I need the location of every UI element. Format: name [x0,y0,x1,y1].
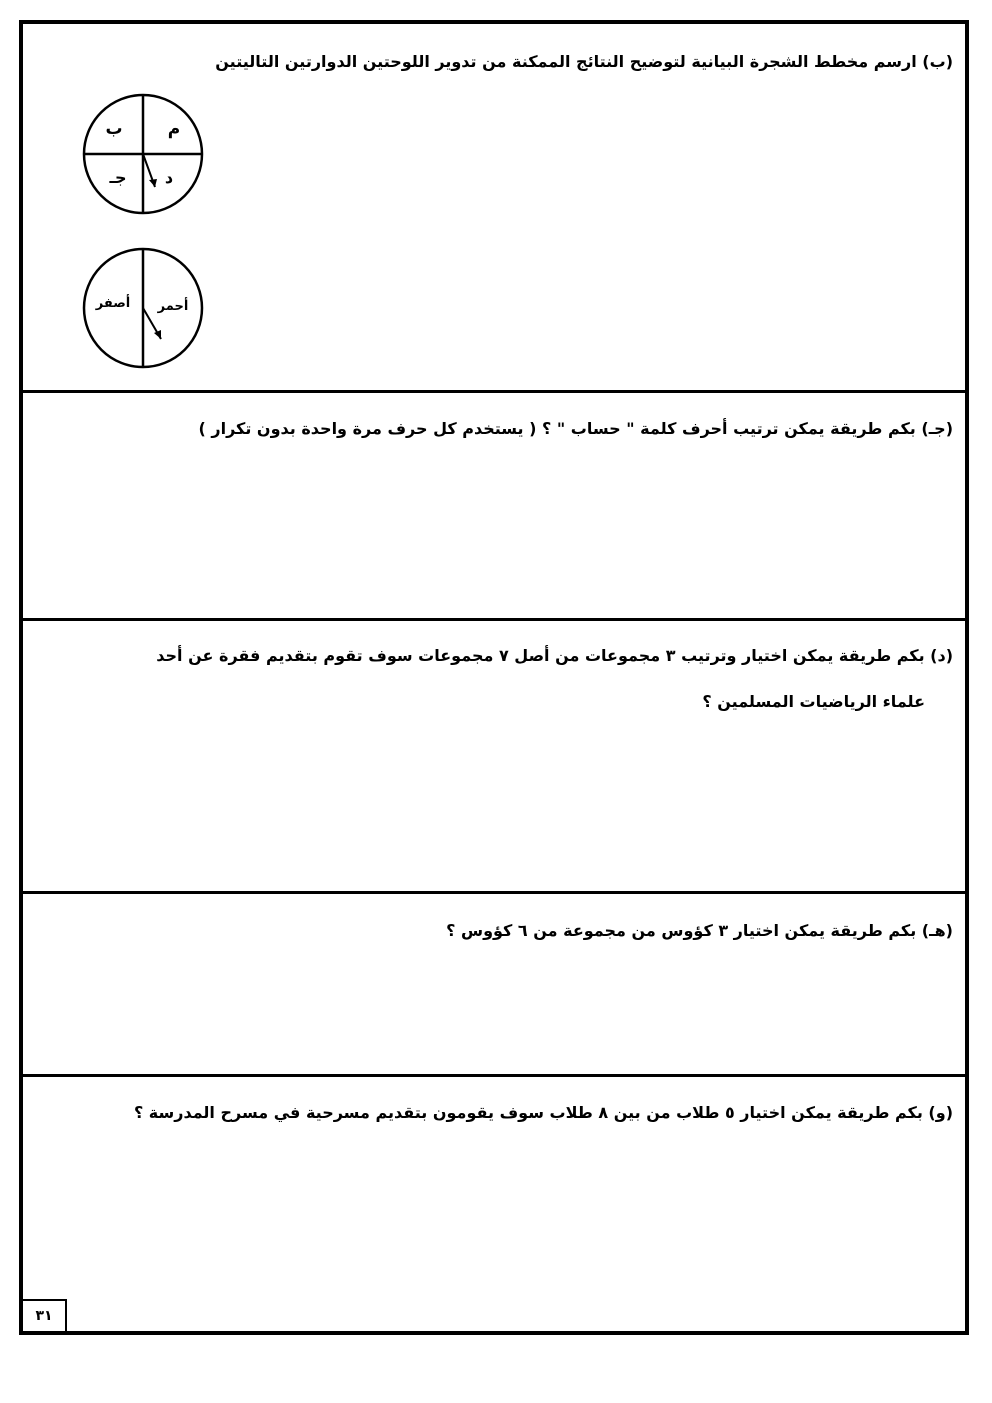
question-w: (و) بكم طريقة يمكن اختيار ٥ طلاب من بين ٨ طلاب سوف يقومون بتقديم مسرحية في مسرح المدرسة ؟ [133,1103,953,1122]
sector-label: ب [105,119,123,139]
sector-label: جـ [109,168,127,187]
question-j: (جـ) بكم طريقة يمكن ترتيب أحرف كلمة " حساب " ؟ ( يستخدم كل حرف مرة واحدة بدون تكرار ) [198,419,953,438]
section-w [23,1077,965,1331]
worksheet-frame [19,20,969,1335]
question-d-line1: (د) بكم طريقة يمكن اختيار وترتيب ٣ مجموعات من أصل ٧ مجموعات سوف تقوم بتقديم فقرة عن أحد [156,646,953,665]
question-h: (هـ) بكم طريقة يمكن اختيار ٣ كؤوس من مجموعة من ٦ كؤوس ؟ [446,921,953,940]
section-h [23,894,965,1074]
section-d [23,621,965,891]
sector-label: أصفر [95,296,131,311]
section-j [23,393,965,618]
sector-label: م [167,119,181,139]
question-d-line2: علماء الرياضيات المسلمين ؟ [702,692,925,711]
spinner-letters [81,92,205,216]
page-number: ٣١ [23,1299,67,1331]
section-b [23,24,965,390]
sector-label: د [164,168,174,187]
spinner-colors [81,246,205,370]
question-b: (ب) ارسم مخطط الشجرة البيانية لتوضيح النتائج الممكنة من تدوير اللوحتين الدوارتين التاليتين [215,52,953,71]
sector-label: أحمر [157,299,189,314]
